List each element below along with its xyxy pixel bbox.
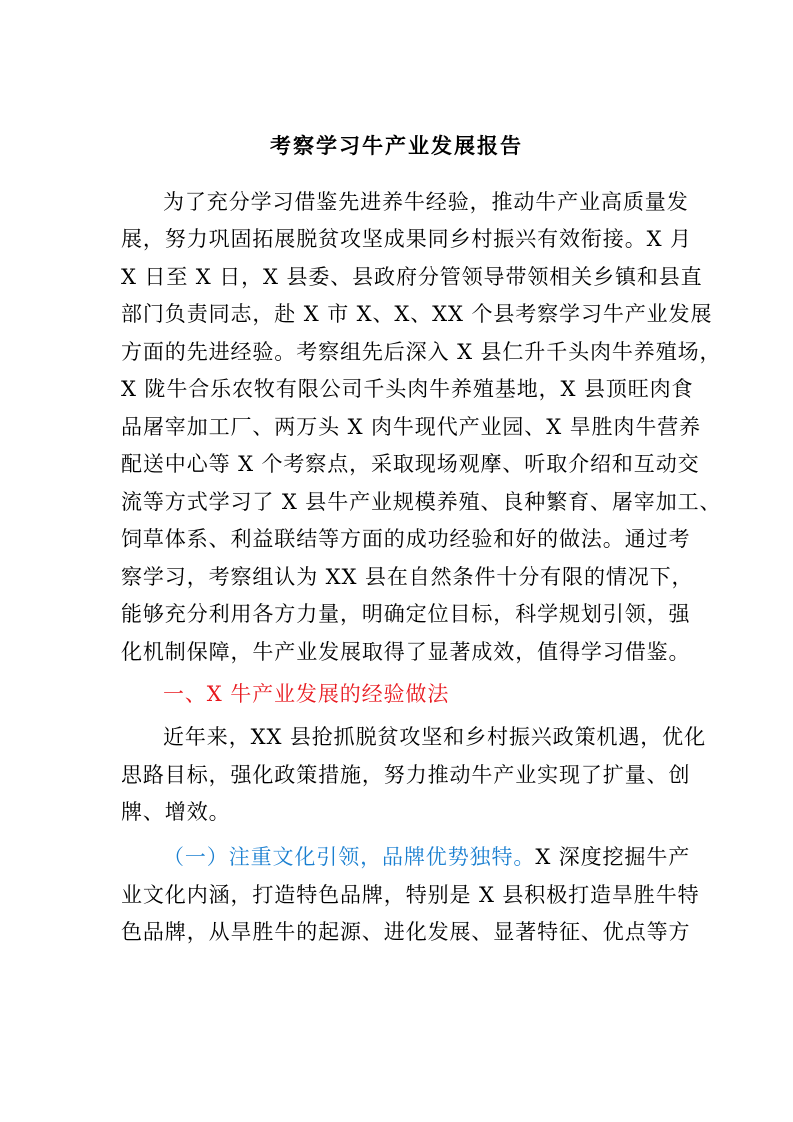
body-line: 能够充分利用各方力量，明确定位目标，科学规划引领，强	[121, 602, 691, 626]
body-line: 部门负责同志，赴 X 市 X、X、XX 个县考察学习牛产业发展	[121, 302, 713, 326]
document-title: 考察学习牛产业发展报告	[270, 133, 523, 158]
subsection-heading: （一）注重文化引领，品牌优势独特。	[163, 845, 536, 869]
body-line: 化机制保障，牛产业发展取得了显著成效，值得学习借鉴。	[121, 640, 691, 664]
body-line: 展，努力巩固拓展脱贫攻坚成果同乡村振兴有效衔接。X 月	[121, 227, 692, 251]
body-line: 业文化内涵，打造特色品牌，特别是 X 县积极打造旱胜牛特	[121, 883, 700, 907]
body-line: 流等方式学习了 X 县牛产业规模养殖、良种繁育、屠宰加工、	[121, 490, 722, 514]
body-line: 牌、增效。	[121, 800, 231, 824]
body-line: 近年来，XX 县抢抓脱贫攻坚和乡村振兴政策机遇，优化	[163, 725, 706, 749]
body-line: 品屠宰加工厂、两万头 X 肉牛现代产业园、X 旱胜肉牛营养	[121, 415, 702, 439]
subsection-first-line	[163, 842, 690, 872]
body-line: 思路目标，强化政策措施，努力推动牛产业实现了扩量、创	[121, 763, 691, 787]
body-line: 方面的先进经验。考察组先后深入 X 县仁升千头肉牛养殖场，	[121, 340, 722, 364]
body-line: 饲草体系、利益联结等方面的成功经验和好的做法。通过考	[121, 527, 691, 551]
body-line: 色品牌，从旱胜牛的起源、进化发展、显著特征、优点等方	[121, 920, 691, 944]
body-line: 为了充分学习借鉴先进养牛经验，推动牛产业高质量发	[163, 190, 689, 214]
body-line: X 日至 X 日，X 县委、县政府分管领导带领相关乡镇和县直	[121, 265, 703, 289]
subsection-text: X 深度挖掘牛产	[535, 845, 691, 869]
section-heading: 一、X 牛产业发展的经验做法	[163, 682, 450, 706]
body-line: 配送中心等 X 个考察点，采取现场观摩、听取介绍和互动交	[121, 452, 700, 476]
body-line: 察学习，考察组认为 XX 县在自然条件十分有限的情况下，	[121, 565, 694, 589]
body-line: X 陇牛合乐农牧有限公司千头肉牛养殖基地，X 县顶旺肉食	[121, 377, 694, 401]
